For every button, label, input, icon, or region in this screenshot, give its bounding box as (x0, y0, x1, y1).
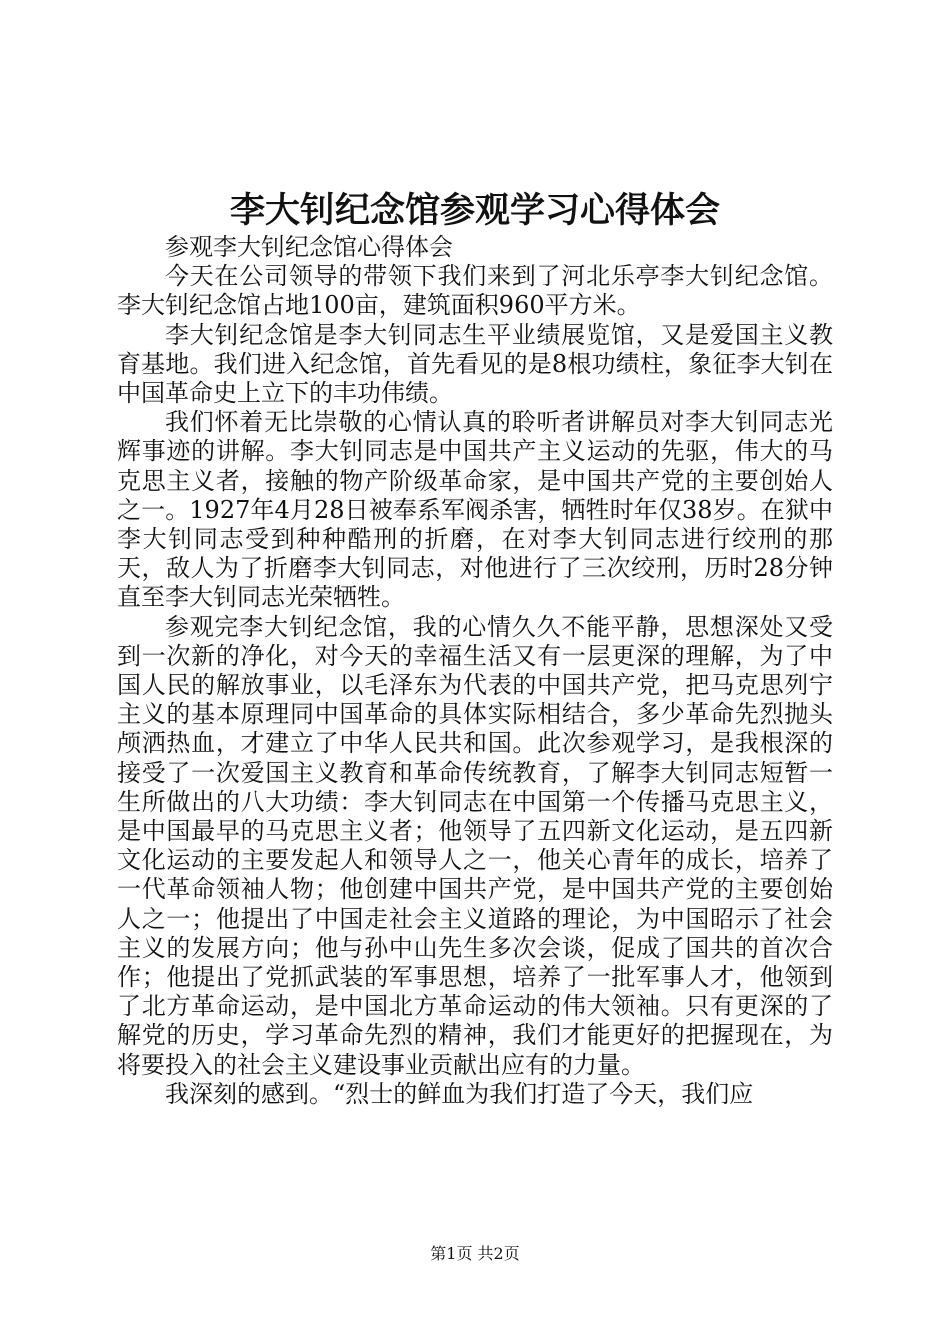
paragraph-1: 今天在公司领导的带领下我们来到了河北乐亭李大钊纪念馆。李大钊纪念馆占地100亩，建筑面积960平方米。 (117, 262, 833, 320)
paragraph-2: 李大钊纪念馆是李大钊同志生平业绩展览馆，又是爱国主义教育基地。我们进入纪念馆，首先看见的是8根功绩柱，象征李大钊在中国革命史上立下的丰功伟绩。 (117, 320, 833, 408)
document-body (117, 233, 833, 1109)
paragraph-5: 我深刻的感到。“烈士的鲜血为我们打造了今天，我们应 (165, 1079, 754, 1108)
page-footer: 第1页 共2页 (430, 1244, 520, 1263)
paragraph-3: 我们怀着无比崇敬的心情认真的聆听者讲解员对李大钊同志光辉事迹的讲解。李大钊同志是中国共产主义运动的先驱，伟大的马克思主义者，接触的物产阶级革命家，是中国共产党的主要创始人之一。1927年4月28日被奉系军阀杀害，牺牲时年仅38岁。在狱中李大钊同志受到种种酷刑的折磨，在对李大钊同志进行绞刑的那天，敌人为了折磨李大钊同志，对他进行了三次绞刑，历时28分钟直至李大钊同志光荣牺牲。 (117, 408, 833, 612)
paragraph-4: 参观完李大钊纪念馆，我的心情久久不能平静，思想深处又受到一次新的净化，对今天的幸福生活又有一层更深的理解，为了中国人民的解放事业，以毛泽东为代表的中国共产党，把马克思列宁主义的基本原理同中国革命的具体实际相结合，多少革命先烈抛头颅洒热血，才建立了中华人民共和国。此次参观学习，是我根深的接受了一次爱国主义教育和革命传统教育，了解李大钊同志短暂一生所做出的八大功绩：李大钊同志在中国第一个传播马克思主义，是中国最早的马克思主义者；他领导了五四新文化运动，是五四新文化运动的主要发起人和领导人之一，他关心青年的成长，培养了一代革命领袖人物；他创建中国共产党，是中国共产党的主要创始人之一；他提出了中国走社会主义道路的理论，为中国昭示了社会主义的发展方向；他与孙中山先生多次会谈，促成了国共的首次合作；他提出了党抓武装的军事思想，培养了一批军事人才，他领到了北方革命运动，是中国北方革命运动的伟大领袖。只有更深的了解党的历史，学习革命先烈的精神，我们才能更好的把握现在，为将要投入的社会主义建设事业贡献出应有的力量。 (117, 612, 833, 1079)
document-title: 李大钊纪念馆参观学习心得体会 (229, 190, 720, 231)
document-subtitle: 参观李大钊纪念馆心得体会 (165, 233, 453, 261)
